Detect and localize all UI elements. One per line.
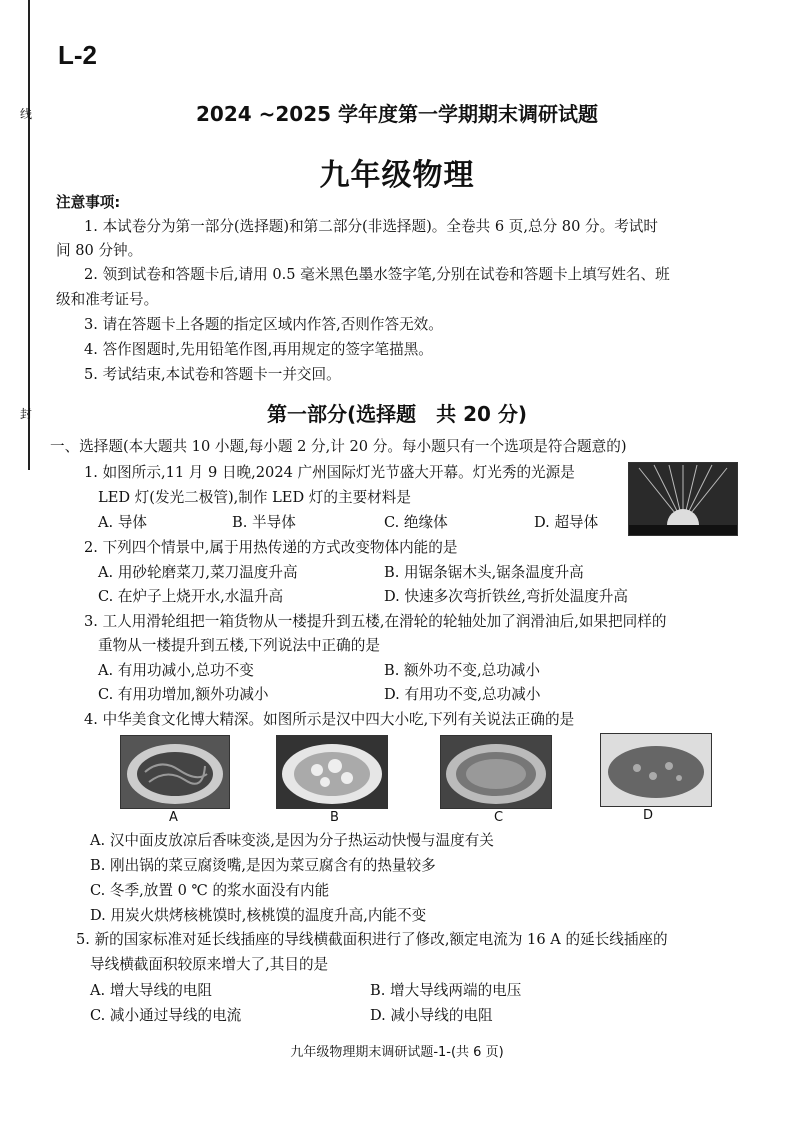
q1-option-c: C. 绝缘体	[384, 514, 448, 531]
food-label-a: A	[169, 810, 178, 825]
q5-option-d: D. 减小导线的电阻	[370, 1007, 493, 1024]
q3-option-c: C. 有用功增加,额外功减小	[98, 686, 269, 703]
subject-title: 九年级物理	[319, 158, 475, 193]
q5-stem: 导线横截面积较原来增大了,其目的是	[90, 956, 329, 973]
food-photo-b	[276, 735, 388, 809]
page-footer: 九年级物理期末调研试题-1-(共 6 页)	[290, 1045, 504, 1060]
q1-option-d: D. 超导体	[534, 514, 599, 531]
food-photo-c	[440, 735, 552, 809]
paper-code: L-2	[58, 40, 97, 70]
part1-heading: 第一部分(选择题 共 20 分)	[266, 402, 528, 426]
notice-heading: 注意事项:	[56, 194, 121, 211]
binding-mark: 线	[20, 107, 33, 121]
q5-option-c: C. 减小通过导线的电流	[90, 1007, 242, 1024]
q4-option-b: B. 刚出锅的菜豆腐烫嘴,是因为菜豆腐含有的热量较多	[90, 857, 436, 874]
q4-stem: 4. 中华美食文化博大精深。如图所示是汉中四大小吃,下列有关说法正确的是	[84, 711, 575, 728]
food-label-c: C	[494, 810, 504, 825]
q2-stem: 2. 下列四个情景中,属于用热传递的方式改变物体内能的是	[84, 539, 458, 556]
food-photo-d	[600, 733, 712, 807]
notice-item: 5. 考试结束,本试卷和答题卡一并交回。	[84, 366, 341, 383]
binding-mark: 封	[20, 407, 33, 421]
notice-item: 4. 答作图题时,先用铅笔作图,再用规定的签字笔描黑。	[84, 341, 433, 358]
food-label-d: D	[643, 808, 654, 823]
exam-title: 2024 ~2025 学年度第一学期期末调研试题	[195, 102, 598, 126]
q2-option-a: A. 用砂轮磨菜刀,菜刀温度升高	[98, 564, 298, 581]
q3-option-a: A. 有用功减小,总功不变	[98, 662, 254, 679]
q3-option-b: B. 额外功不变,总功减小	[384, 662, 540, 679]
q2-option-c: C. 在炉子上烧开水,水温升高	[98, 588, 284, 605]
q4-option-c: C. 冬季,放置 0 ℃ 的浆水面没有内能	[90, 882, 330, 899]
q3-option-d: D. 有用功不变,总功减小	[384, 686, 541, 703]
notice-item: 1. 本试卷分为第一部分(选择题)和第二部分(非选择题)。全卷共 6 页,总分 80 分。考试时	[84, 218, 658, 235]
q1-option-a: A. 导体	[98, 514, 148, 531]
q5-option-b: B. 增大导线两端的电压	[370, 982, 522, 999]
q1-option-b: B. 半导体	[232, 514, 296, 531]
notice-item: 2. 领到试卷和答题卡后,请用 0.5 毫米黑色墨水签字笔,分别在试卷和答题卡上填写姓名、班	[84, 266, 670, 283]
q4-option-d: D. 用炭火烘烤核桃馍时,核桃馍的温度升高,内能不变	[90, 907, 427, 924]
food-photo-a	[120, 735, 230, 809]
part1-instructions: 一、选择题(本大题共 10 小题,每小题 2 分,计 20 分。每小题只有一个选项是符合题意的)	[50, 438, 627, 455]
q3-stem: 3. 工人用滑轮组把一箱货物从一楼提升到五楼,在滑轮的轮轴处加了润滑油后,如果把同样的	[84, 613, 667, 630]
q4-option-a: A. 汉中面皮放凉后香味变淡,是因为分子热运动快慢与温度有关	[90, 832, 494, 849]
light-show-photo	[628, 462, 738, 536]
q5-stem: 5. 新的国家标准对延长线插座的导线横截面积进行了修改,额定电流为 16 A 的延长线插座的	[76, 931, 668, 948]
q2-option-d: D. 快速多次弯折铁丝,弯折处温度升高	[384, 588, 629, 605]
notice-item: 3. 请在答题卡上各题的指定区域内作答,否则作答无效。	[84, 316, 443, 333]
q1-stem: LED 灯(发光二极管),制作 LED 灯的主要材料是	[98, 489, 411, 506]
q1-stem: 1. 如图所示,11 月 9 日晚,2024 广州国际灯光节盛大开幕。灯光秀的光源是	[84, 464, 575, 481]
q2-option-b: B. 用锯条锯木头,锯条温度升高	[384, 564, 584, 581]
notice-item: 间 80 分钟。	[56, 242, 143, 259]
q3-stem: 重物从一楼提升到五楼,下列说法中正确的是	[98, 637, 380, 654]
notice-item: 级和准考证号。	[56, 291, 159, 308]
food-label-b: B	[330, 810, 339, 825]
q5-option-a: A. 增大导线的电阻	[90, 982, 212, 999]
